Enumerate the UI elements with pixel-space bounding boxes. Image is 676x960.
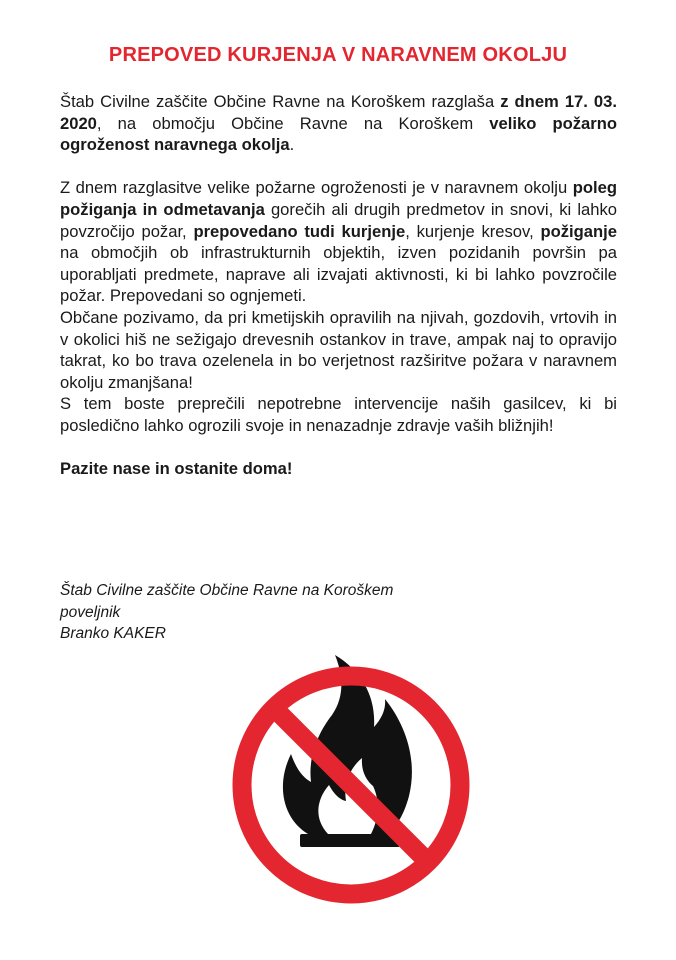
paragraph-2-text-4: na območjih ob infrastrukturnih objektih, izven pozidanih površin pa uporabljati predmete, naprave ali izvajati aktivnosti, ki bi lahko povzročile požar. Prepovedani so ognjemeti. bbox=[60, 243, 617, 306]
paragraph-1-text-3: . bbox=[289, 135, 295, 155]
paragraph-1-text-1: Štab Civilne zaščite Občine Ravne na Koroškem razglaša bbox=[60, 92, 501, 111]
no-open-fire-sign-graphic bbox=[228, 651, 474, 919]
paragraph-appeal: Občane pozivamo, da pri kmetijskih opravilih na njivah, gozdovih, vrtovih in v okolici hiš ne sežigajo drevesnih ostankov in trave, ampak naj to opravijo takrat, ko bo trava ozelenela in bo verjetnost razširitve požara v naravnem okolju zmanjšana! bbox=[60, 307, 617, 392]
signature-block bbox=[60, 580, 393, 645]
notice-title: PREPOVED KURJENJA V NARAVNEM OKOLJU bbox=[108, 44, 568, 66]
paragraph-declaration bbox=[60, 91, 617, 156]
paragraph-2-emphasis-1: poleg požiganja in odmetavanja bbox=[60, 178, 617, 219]
no-open-fire-icon bbox=[228, 651, 474, 919]
paragraph-2-emphasis-3: požiganje bbox=[540, 221, 617, 241]
paragraph-2-text-2: gorečih ali drugih predmetov in snovi, ki lahko povzročijo požar, bbox=[60, 199, 617, 241]
paragraph-1-text-2: , na območju Občine Ravne na Koroškem bbox=[96, 113, 490, 133]
flame-base bbox=[300, 834, 400, 847]
paragraph-2-text-1: Z dnem razglasitve velike požarne ogroženosti je v naravnem okolju bbox=[60, 178, 573, 198]
paragraph-gap bbox=[60, 156, 617, 178]
signature-name: Branko KAKER bbox=[60, 625, 166, 642]
paragraph-2-emphasis-2: prepovedano tudi kurjenje bbox=[193, 221, 406, 241]
paragraph-1-date: z dnem 17. 03. 2020 bbox=[60, 92, 617, 133]
closing-statement: Pazite nase in ostanite doma! bbox=[60, 459, 293, 479]
paragraph-2-text-3: , kurjenje kresov, bbox=[405, 221, 541, 241]
paragraph-gap bbox=[60, 437, 617, 459]
notice-body bbox=[60, 91, 617, 480]
signature-role: poveljnik bbox=[60, 603, 121, 621]
paragraph-prohibitions bbox=[60, 177, 617, 307]
signature-organization: Štab Civilne zaščite Občine Ravne na Koroškem bbox=[60, 582, 394, 599]
paragraph-consequence: S tem boste preprečili nepotrebne intervencije naših gasilcev, ki bi posledično lahko ogrozili svoje in nenazadnje zdravje vaših bližnjih! bbox=[60, 394, 617, 435]
paragraph-1-emphasis: veliko požarno ogroženost naravnega okolja bbox=[60, 113, 617, 155]
